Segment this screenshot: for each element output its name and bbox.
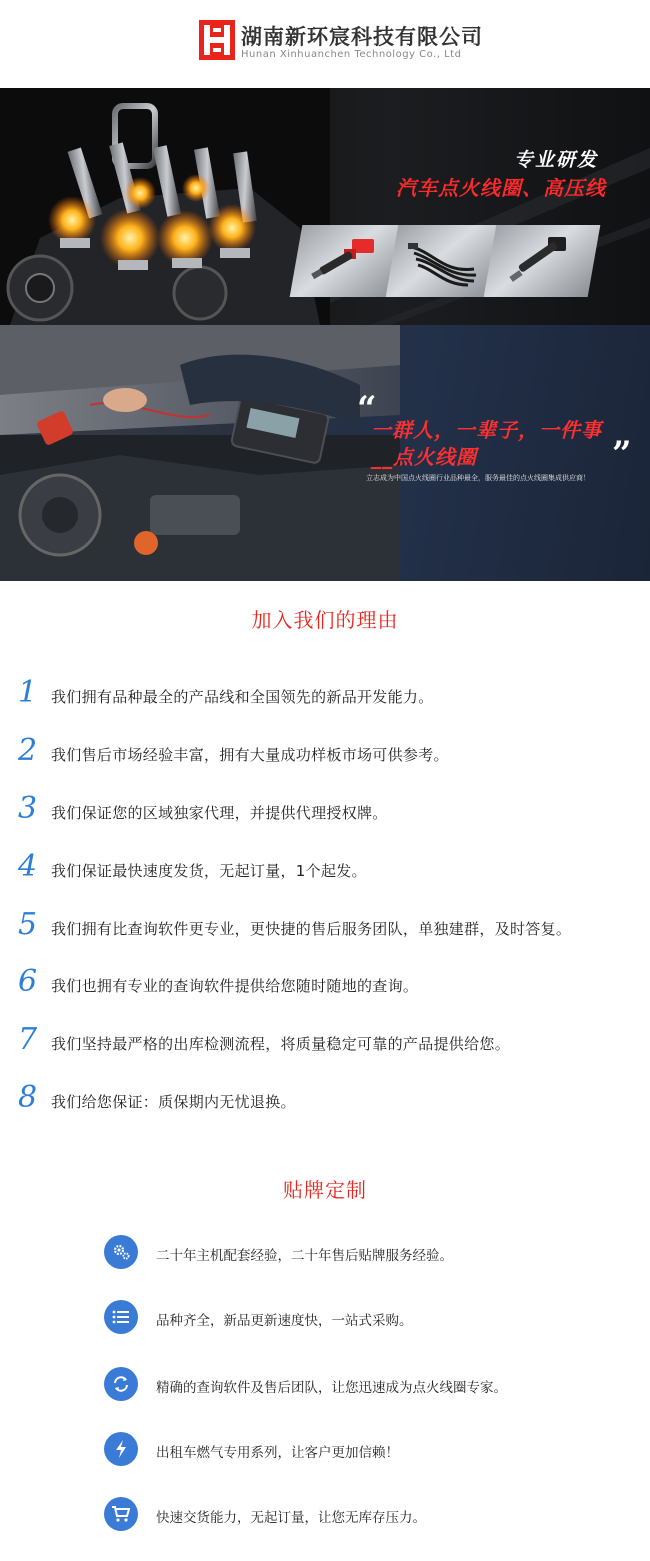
list-item <box>18 733 648 773</box>
feature-text: 快速交货能力，无起订量，让您无库存压力。 <box>156 1510 426 1526</box>
product-pencil-coil[interactable] <box>484 225 601 297</box>
list-item <box>18 1022 648 1062</box>
list-item <box>104 1432 624 1468</box>
reason-text: 我们也拥有专业的查询软件提供给您随时随地的查询。 <box>51 977 419 995</box>
reason-number: 7 <box>18 1022 38 1057</box>
pencil-coil-icon <box>502 233 582 289</box>
quote-close-mark: ” <box>612 434 632 474</box>
feature-text: 二十年主机配套经验，二十年售后贴牌服务经验。 <box>156 1248 453 1264</box>
list-item <box>18 791 648 831</box>
reason-text: 我们拥有比查询软件更专业，更快捷的售后服务团队，单独建群，及时答复。 <box>51 920 572 938</box>
page-header <box>0 0 650 88</box>
list-item <box>104 1497 624 1533</box>
reason-text: 我们保证最快速度发货，无起订量，1个起发。 <box>51 862 367 880</box>
company-logo-icon <box>199 20 235 60</box>
reason-text: 我们坚持最严格的出库检测流程，将质量稳定可靠的产品提供给您。 <box>51 1035 511 1053</box>
slogan-line1: 一群人，一辈子，一件事 <box>371 418 602 442</box>
reason-text: 我们保证您的区域独家代理，并提供代理授权牌。 <box>51 804 388 822</box>
reason-number: 6 <box>18 964 38 999</box>
ignition-coil-icon <box>308 233 388 289</box>
banner-ignition-coils <box>0 88 650 325</box>
banner-slogan <box>0 325 650 581</box>
slogan-line2: __点火线圈 <box>371 445 477 469</box>
list-item <box>18 907 648 947</box>
reason-number: 2 <box>18 733 38 768</box>
quote-open-mark: “ <box>357 389 377 429</box>
reason-text: 我们给您保证：质保期内无忧退换。 <box>51 1093 296 1111</box>
reasons-title: 加入我们的理由 <box>251 608 399 632</box>
wire-set-icon <box>404 233 484 289</box>
reason-number: 8 <box>18 1080 38 1115</box>
reason-number: 4 <box>18 849 38 884</box>
feature-text: 精确的查询软件及售后团队，让您迅速成为点火线圈专家。 <box>156 1380 507 1396</box>
lightning-icon <box>104 1432 138 1466</box>
list-item <box>104 1300 624 1336</box>
reason-number: 1 <box>18 675 38 710</box>
banner1-subtitle: 汽车点火线圈、高压线 <box>396 176 606 200</box>
refresh-icon <box>104 1367 138 1401</box>
engine-fire-illustration <box>0 88 330 325</box>
list-item <box>18 849 648 889</box>
company-name-cn: 湖南新环宸科技有限公司 <box>241 25 483 49</box>
list-item <box>18 675 648 715</box>
list-icon <box>104 1300 138 1334</box>
list-item <box>18 964 648 1004</box>
reason-text: 我们拥有品种最全的产品线和全国领先的新品开发能力。 <box>51 688 434 706</box>
mission-statement: 立志成为中国点火线圈行业品种最全，服务最佳的点火线圈集成供应商！ <box>366 474 590 482</box>
list-item <box>104 1367 624 1403</box>
feature-text: 出租车燃气专用系列，让客户更加信赖！ <box>156 1445 399 1461</box>
gears-icon <box>104 1235 138 1269</box>
company-name-en: Hunan Xinhuanchen Technology Co., Ltd <box>241 49 462 60</box>
reason-text: 我们售后市场经验丰富，拥有大量成功样板市场可供参考。 <box>51 746 449 764</box>
list-item <box>104 1235 624 1271</box>
list-item <box>18 1080 648 1120</box>
custom-title: 贴牌定制 <box>283 1178 367 1202</box>
banner1-title: 专业研发 <box>513 149 598 171</box>
reason-number: 3 <box>18 791 38 826</box>
cart-icon <box>104 1497 138 1531</box>
feature-text: 品种齐全，新品更新速度快，一站式采购。 <box>156 1313 413 1329</box>
engine-testing-illustration <box>0 325 400 581</box>
reason-number: 5 <box>18 907 38 942</box>
